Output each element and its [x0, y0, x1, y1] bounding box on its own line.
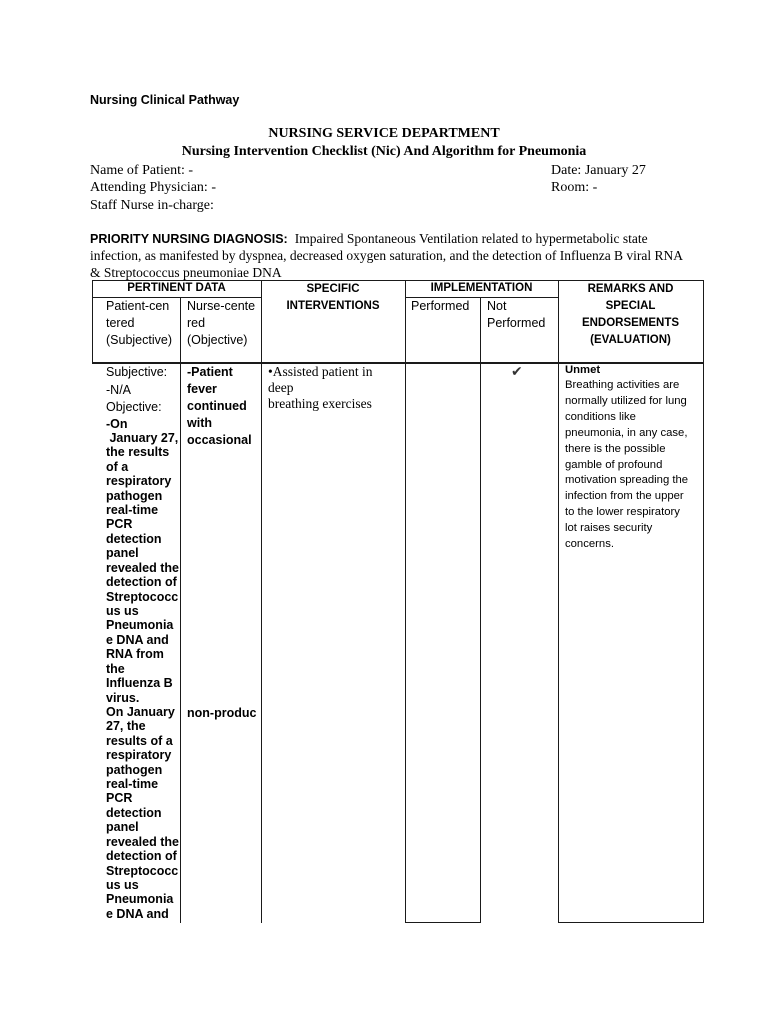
table-border	[261, 280, 262, 923]
department-title: NURSING SERVICE DEPARTMENT	[268, 126, 500, 141]
table-border	[558, 280, 559, 923]
cell-line: -Patient	[187, 365, 233, 379]
remarks-line: gamble of profound	[565, 458, 663, 471]
cell-line: On January	[106, 704, 175, 719]
header-line: Performed	[487, 315, 546, 330]
diagnosis-line: infection, as manifested by dyspnea, decreased oxygen saturation, and the detection of Influenza B viral RNA	[90, 247, 684, 263]
diagnosis-line	[90, 230, 683, 247]
remarks-text	[565, 378, 688, 552]
date: Date: January 27	[551, 162, 646, 178]
cell-line: respiratory	[106, 748, 172, 763]
cell-line: RNA from	[106, 647, 164, 662]
remarks-line: lot raises security	[565, 521, 653, 534]
header-line: (Objective)	[187, 332, 248, 347]
attending-physician: Attending Physician: -	[90, 180, 216, 195]
remarks-line: infection from the upper	[565, 490, 684, 503]
cell-line: revealed the	[106, 834, 179, 849]
nurse-centered-continued: non-produc	[187, 706, 257, 720]
evaluation-status: Unmet	[565, 363, 601, 376]
cell-line: panel	[106, 546, 139, 561]
specific-interventions-header	[261, 281, 405, 315]
cell-line: Subjective:	[106, 365, 168, 379]
cell-line: real-time	[106, 503, 159, 518]
cell-line: fever	[187, 382, 217, 396]
patient-centered-header	[106, 298, 172, 349]
cell-line: e DNA and	[106, 906, 169, 921]
table-border	[180, 297, 181, 923]
cell-line: detection of	[106, 575, 177, 590]
cell-line: e DNA and	[106, 632, 169, 647]
cell-line: -On	[106, 416, 128, 431]
cell-line: pathogen	[106, 762, 163, 777]
patient-info-left	[90, 162, 216, 215]
header-line: red	[187, 315, 206, 330]
diagnosis-text: Impaired Spontaneous Ventilation related to hypermetabolic state	[294, 230, 648, 246]
cell-line: •Assisted patient in	[268, 364, 373, 379]
header-line: INTERVENTIONS	[286, 299, 380, 312]
staff-nurse: Staff Nurse in-charge:	[90, 197, 214, 213]
cell-line: detection	[106, 531, 162, 546]
room: Room: -	[551, 180, 598, 195]
remarks-line: motivation spreading the	[565, 474, 689, 487]
cell-line: us us	[106, 878, 139, 892]
nurse-centered-cell	[187, 364, 252, 449]
patient-info-right	[551, 162, 646, 197]
priority-nursing-diagnosis	[90, 230, 683, 281]
table-border	[405, 280, 406, 923]
performed-header: Performed	[411, 298, 470, 313]
remarks-header	[558, 281, 703, 349]
cell-line: -N/A	[106, 382, 131, 397]
subjective-objective-labels	[106, 364, 179, 417]
specific-intervention-cell	[268, 364, 372, 412]
cell-line: the results	[106, 445, 170, 460]
cell-line: Streptococc	[106, 589, 179, 604]
cell-line: 27, the	[106, 719, 146, 734]
header-line: Patient-cen	[106, 298, 170, 313]
cell-line: PCR	[106, 791, 133, 806]
cell-line: virus.	[106, 690, 140, 705]
cell-line: continued	[187, 399, 247, 413]
header-line: Nurse-cente	[187, 298, 256, 313]
table-border	[703, 280, 704, 923]
remarks-line: normally utilized for lung	[565, 395, 687, 408]
cell-line: panel	[106, 820, 139, 835]
cell-line: Streptococc	[106, 863, 179, 878]
document-label: Nursing Clinical Pathway	[90, 93, 240, 107]
header-line: (EVALUATION)	[590, 333, 671, 346]
remarks-line: pneumonia, in any case,	[565, 426, 688, 439]
cell-line: Pneumonia	[106, 892, 174, 907]
cell-line: with	[187, 416, 212, 430]
patient-centered-cell	[106, 364, 179, 921]
cell-line: of a	[106, 459, 129, 474]
not-performed-header	[487, 298, 545, 332]
implementation-header: IMPLEMENTATION	[430, 282, 533, 294]
cell-line: Influenza B	[106, 676, 173, 691]
diagnosis-line: & Streptococcus pneumoniae DNA	[90, 264, 282, 280]
cell-line: breathing exercises	[268, 396, 372, 411]
objective-findings	[106, 417, 179, 922]
header-line: SPECIAL	[605, 299, 656, 312]
cell-line: real-time	[106, 777, 159, 792]
cell-line: results of a	[106, 733, 173, 748]
remarks-line: conditions like	[565, 411, 636, 424]
header-line: Not	[487, 298, 507, 313]
remarks-line: Breathing activities are	[565, 379, 680, 392]
cell-line: us us	[106, 603, 139, 618]
cell-line: PCR	[106, 517, 133, 532]
header-line: (Subjective)	[106, 332, 172, 347]
cell-line: January 27,	[106, 430, 179, 445]
checklist-title: Nursing Intervention Checklist (Nic) And Algorithm for Pneumonia	[181, 144, 587, 159]
cell-line: pathogen	[106, 488, 163, 503]
cell-line: respiratory	[106, 474, 172, 489]
table-border	[480, 297, 481, 923]
remarks-line: concerns.	[565, 537, 614, 550]
table-border	[558, 922, 704, 923]
cell-line: detection	[106, 805, 162, 820]
table-border	[405, 922, 481, 923]
header-line: ENDORSEMENTS	[581, 316, 680, 329]
cell-line: Pneumonia	[106, 618, 174, 633]
cell-line: detection of	[106, 849, 177, 864]
remarks-cell	[565, 363, 688, 553]
diagnosis-label: PRIORITY NURSING DIAGNOSIS:	[90, 231, 288, 246]
remarks-line: to the lower respiratory	[565, 506, 680, 519]
cell-line: deep	[268, 380, 294, 395]
pertinent-data-header: PERTINENT DATA	[127, 282, 226, 294]
cell-line: revealed the	[106, 560, 179, 575]
cell-line: the	[106, 661, 125, 676]
check-mark-icon: ✔	[511, 364, 523, 380]
cell-line: occasional	[187, 433, 252, 447]
header-line: REMARKS AND	[587, 282, 674, 295]
header-line: SPECIFIC	[306, 282, 360, 295]
cell-line: Objective:	[106, 400, 162, 414]
nurse-centered-header	[187, 298, 255, 349]
remarks-line: there is the possible	[565, 442, 666, 455]
patient-name: Name of Patient: -	[90, 162, 194, 178]
header-line: tered	[106, 315, 135, 330]
